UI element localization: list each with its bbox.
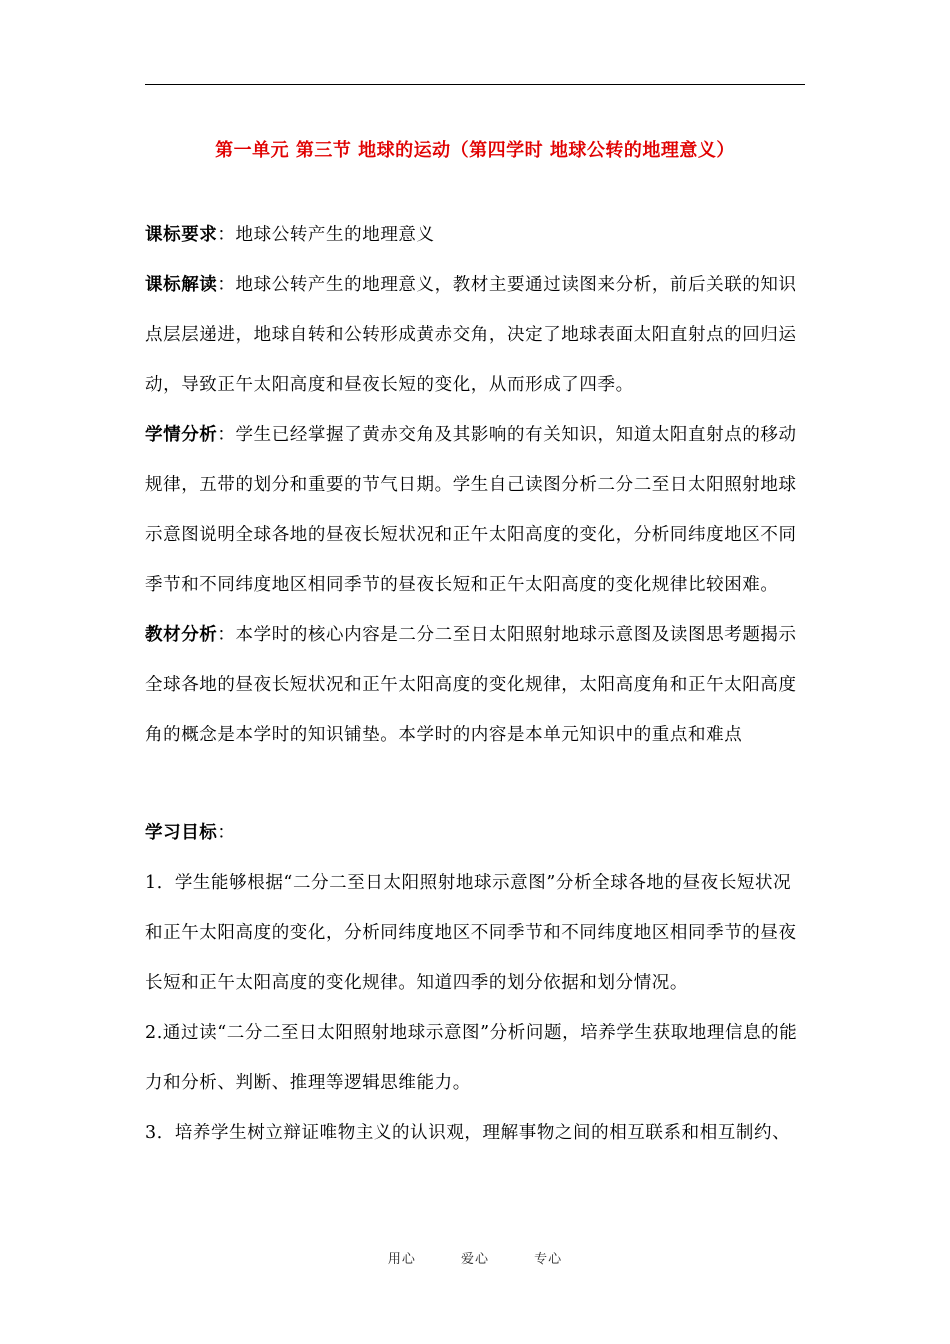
objectives-label: 学习目标 bbox=[145, 823, 218, 843]
objective-item: 3．培养学生树立辩证唯物主义的认识观，理解事物之间的相互联系和相互制约、 bbox=[145, 1123, 791, 1143]
objectives-heading bbox=[145, 808, 807, 858]
objective-item: 1．学生能够根据“二分二至日太阳照射地球示意图”分析全球各地的昼夜长短状况和正午太阳高度的变化，分析同纬度地区不同季节和不同纬度地区相同季节的昼夜长短和正午太阳高度的变化规律。知道四季的划分依据和划分情况。 bbox=[145, 873, 797, 993]
section-text: 学生已经掌握了黄赤交角及其影响的有关知识，知道太阳直射点的移动规律，五带的划分和重要的节气日期。学生自己读图分析二分二至日太阳照射地球示意图说明全球各地的昼夜长短状况和正午太阳高度的变化，分析同纬度地区不同季节和不同纬度地区相同季节的昼夜长短和正午太阳高度的变化规律比较困难。 bbox=[145, 425, 797, 595]
section-text: 本学时的核心内容是二分二至日太阳照射地球示意图及读图思考题揭示全球各地的昼夜长短状况和正午太阳高度的变化规律，太阳高度角和正午太阳高度角的概念是本学时的知识铺垫。本学时的内容是本单元知识中的重点和难点 bbox=[145, 625, 797, 745]
objective-item: 2.通过读“二分二至日太阳照射地球示意图”分析问题，培养学生获取地理信息的能力和分析、判断、推理等逻辑思维能力。 bbox=[145, 1023, 798, 1093]
footer-text: 专心 bbox=[534, 1252, 563, 1267]
label-separator: ： bbox=[217, 425, 236, 445]
label-separator: ： bbox=[217, 275, 236, 295]
section-label: 教材分析 bbox=[145, 625, 218, 645]
footer-text: 用心 bbox=[387, 1252, 416, 1267]
footer-text: 爱心 bbox=[460, 1252, 489, 1267]
blank-line bbox=[145, 760, 807, 808]
page-footer bbox=[0, 1248, 950, 1267]
section-curriculum-requirement bbox=[145, 210, 807, 260]
label-separator: ： bbox=[217, 625, 236, 645]
section-textbook-analysis bbox=[145, 610, 807, 760]
page-title: 第一单元 第三节 地球的运动（第四学时 地球公转的地理意义） bbox=[215, 140, 735, 161]
document-body bbox=[145, 210, 807, 1158]
section-student-analysis bbox=[145, 410, 807, 610]
section-label: 课标解读 bbox=[145, 275, 218, 295]
header-rule bbox=[145, 84, 805, 85]
label-separator: ： bbox=[217, 225, 236, 245]
section-label: 课标要求 bbox=[145, 225, 218, 245]
section-text: 地球公转产生的地理意义 bbox=[235, 225, 435, 245]
section-label: 学情分析 bbox=[145, 425, 218, 445]
section-curriculum-interpretation bbox=[145, 260, 807, 410]
label-separator: ： bbox=[217, 823, 236, 843]
section-text: 地球公转产生的地理意义，教材主要通过读图来分析，前后关联的知识点层层递进，地球自转和公转形成黄赤交角，决定了地球表面太阳直射点的回归运动，导致正午太阳高度和昼夜长短的变化，从而形成了四季。 bbox=[145, 275, 797, 395]
